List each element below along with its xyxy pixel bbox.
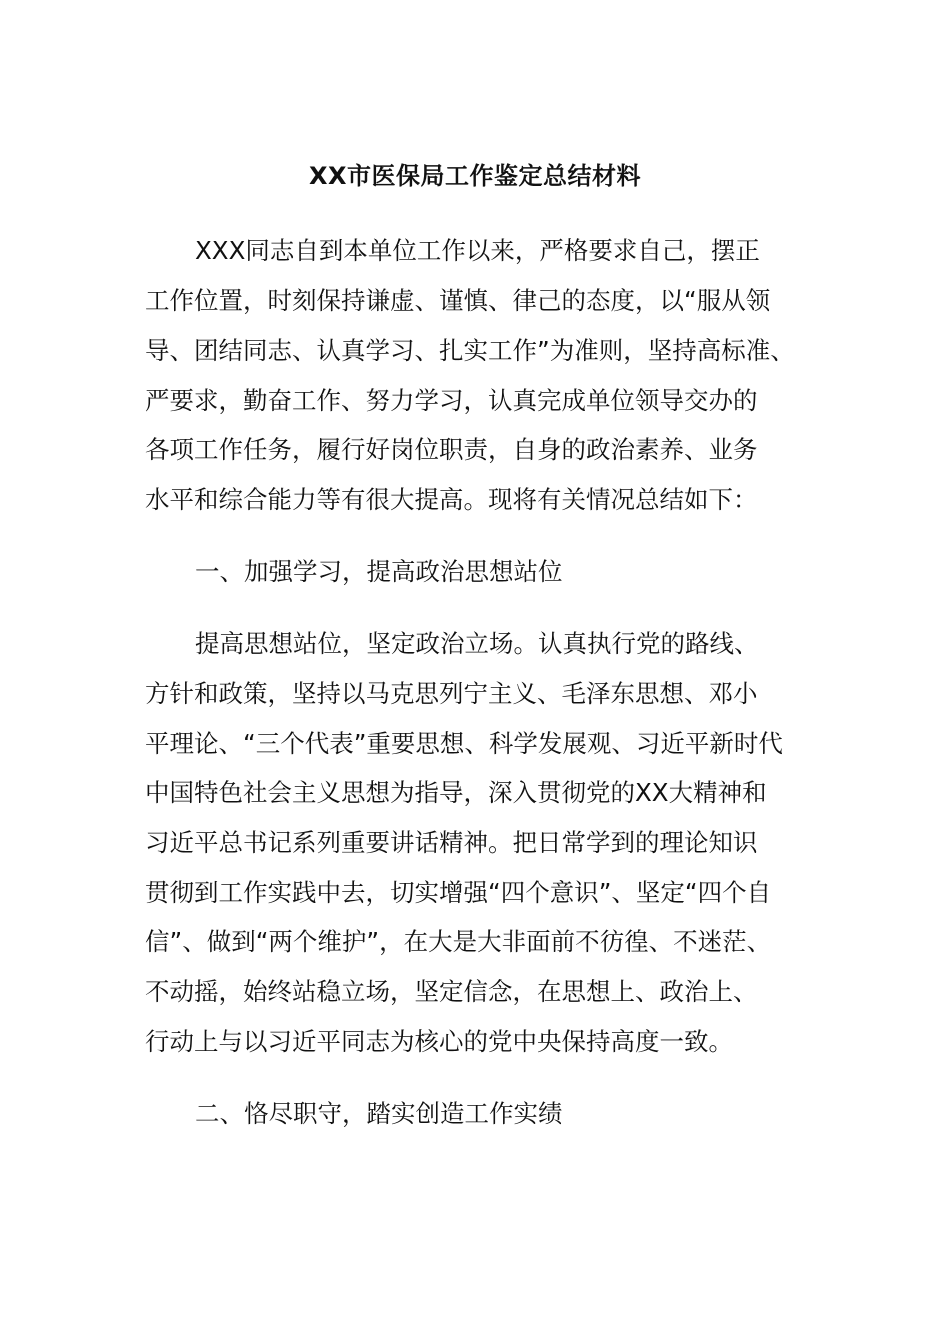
- paragraph-line: 习近平总书记系列重要讲话精神。把日常学到的理论知识: [145, 828, 758, 857]
- paragraph-line: 导、团结同志、认真学习、扎实工作”为准则，坚持高标准、: [145, 336, 795, 365]
- section-heading: 二、恪尽职守，踏实创造工作实绩: [195, 1099, 563, 1128]
- paragraph-line: 严要求，勤奋工作、努力学习，认真完成单位领导交办的: [145, 386, 758, 415]
- paragraph-line: 贯彻到工作实践中去，切实增强“四个意识”、坚定“四个自: [145, 878, 772, 907]
- paragraph-line: 中国特色社会主义思想为指导，深入贯彻党的XX大精神和: [145, 778, 767, 807]
- paragraph-line: 行动上与以习近平同志为核心的党中央保持高度一致。: [145, 1027, 733, 1056]
- paragraph-line: 提高思想站位，坚定政治立场。认真执行党的路线、: [195, 629, 759, 658]
- section-heading: 一、加强学习，提高政治思想站位: [195, 557, 563, 586]
- paragraph-line: 各项工作任务，履行好岗位职责，自身的政治素养、业务: [145, 435, 758, 464]
- paragraph-line: 工作位置，时刻保持谦虚、谨慎、律己的态度，以“服从领: [145, 286, 771, 315]
- paragraph-line: 信”、做到“两个维护”，在大是大非面前不彷徨、不迷茫、: [145, 927, 772, 956]
- paragraph-line: 方针和政策，坚持以马克思列宁主义、毛泽东思想、邓小: [145, 679, 758, 708]
- paragraph-line: XXX同志自到本单位工作以来，严格要求自己，摆正: [195, 236, 760, 265]
- document-title: XX市医保局工作鉴定总结材料: [308, 162, 641, 190]
- paragraph-line: 平理论、“三个代表”重要思想、科学发展观、习近平新时代: [145, 729, 783, 758]
- paragraph-line: 不动摇，始终站稳立场，坚定信念，在思想上、政治上、: [145, 977, 758, 1006]
- paragraph-line: 水平和综合能力等有很大提高。现将有关情况总结如下：: [145, 485, 758, 514]
